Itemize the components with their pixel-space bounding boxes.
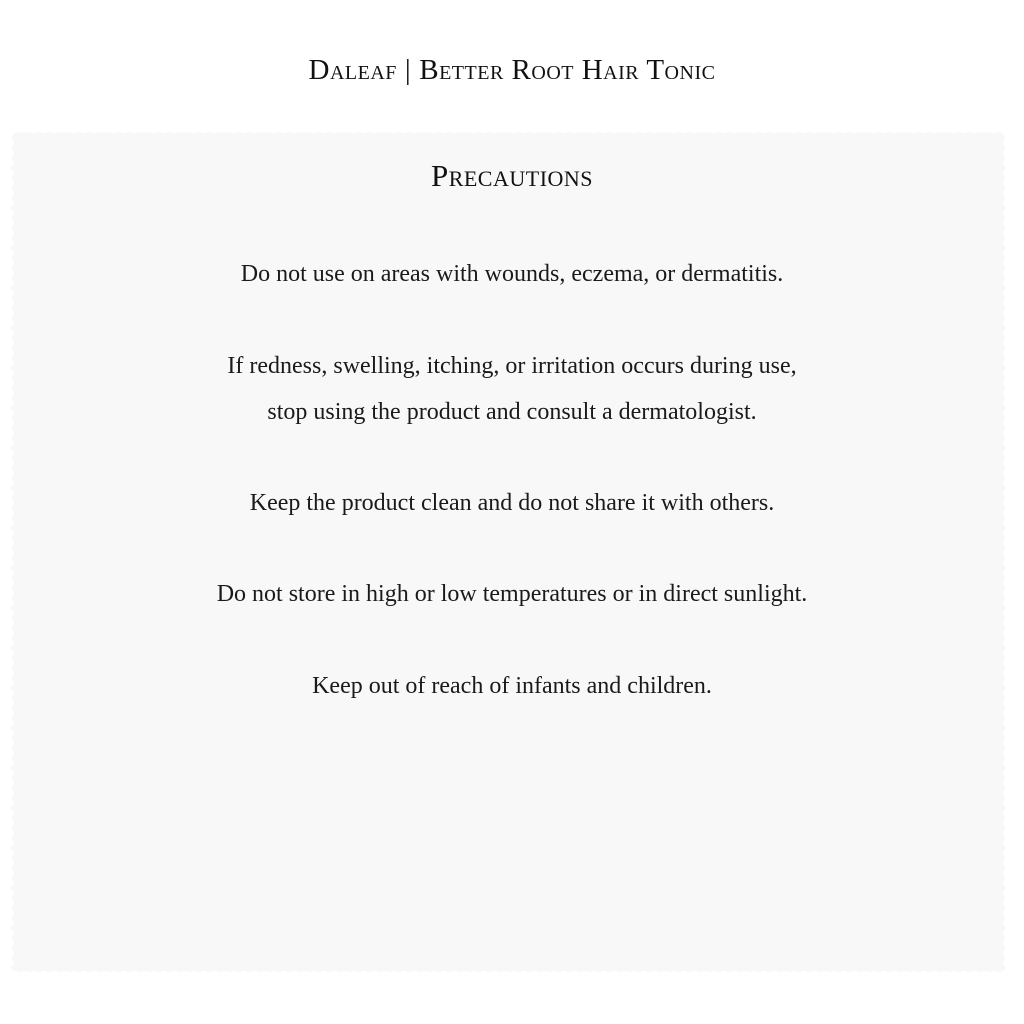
- precaution-line: Do not store in high or low temperatures or in direct sunlight.: [216, 581, 808, 607]
- precaution-item: [0, 663, 1024, 709]
- product-name: Better Root Hair Tonic: [419, 54, 716, 86]
- precaution-item: [0, 251, 1024, 297]
- section-heading: Precautions: [430, 158, 594, 193]
- precaution-item: [0, 571, 1024, 617]
- precaution-item: [0, 343, 1024, 435]
- precaution-line: If redness, swelling, itching, or irritation occurs during use,: [227, 353, 797, 379]
- precaution-line: stop using the product and consult a dermatologist.: [267, 399, 757, 425]
- precaution-item: [0, 480, 1024, 526]
- product-title: [0, 50, 1024, 90]
- title-separator: |: [404, 54, 412, 86]
- precaution-line: Do not use on areas with wounds, eczema, or dermatitis.: [240, 261, 784, 287]
- precaution-line: Keep the product clean and do not share it with others.: [249, 490, 775, 516]
- brand-name: Daleaf: [308, 54, 397, 86]
- precaution-line: Keep out of reach of infants and children.: [312, 673, 712, 699]
